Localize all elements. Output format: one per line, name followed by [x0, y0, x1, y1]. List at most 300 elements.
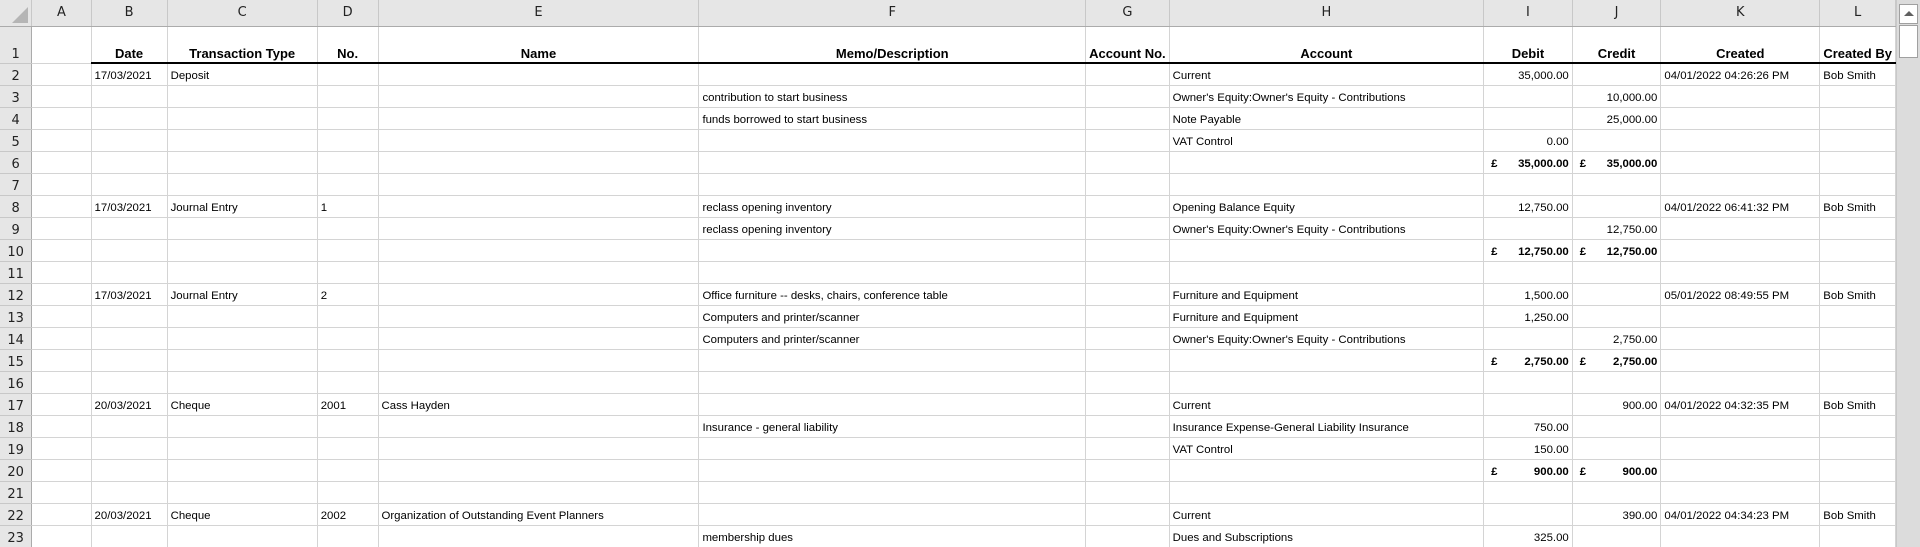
- header-credit[interactable]: Credit: [1572, 26, 1661, 63]
- account-no-cell[interactable]: [1086, 437, 1170, 459]
- memo-cell[interactable]: [699, 459, 1086, 481]
- total-credit-cell[interactable]: [1572, 151, 1661, 173]
- created-cell[interactable]: [1661, 239, 1820, 261]
- created-cell[interactable]: [1661, 129, 1820, 151]
- column-header-j[interactable]: J: [1572, 0, 1661, 26]
- memo-cell[interactable]: [699, 261, 1086, 283]
- transaction-type-cell[interactable]: Cheque: [167, 503, 317, 525]
- cell[interactable]: [32, 327, 91, 349]
- created-cell[interactable]: 05/01/2022 08:49:55 PM: [1661, 283, 1820, 305]
- account-no-cell[interactable]: [1086, 415, 1170, 437]
- row-header[interactable]: 5: [0, 129, 32, 151]
- cell[interactable]: [32, 26, 91, 63]
- cell[interactable]: [32, 393, 91, 415]
- account-cell[interactable]: [1169, 239, 1484, 261]
- account-cell[interactable]: Owner's Equity:Owner's Equity - Contributions: [1169, 217, 1484, 239]
- account-cell[interactable]: Note Payable: [1169, 107, 1484, 129]
- row-header[interactable]: 21: [0, 481, 32, 503]
- created-cell[interactable]: [1661, 85, 1820, 107]
- account-no-cell[interactable]: [1086, 217, 1170, 239]
- cell[interactable]: [32, 173, 91, 195]
- created-cell[interactable]: [1661, 525, 1820, 547]
- number-cell[interactable]: [317, 415, 378, 437]
- date-cell[interactable]: [91, 85, 167, 107]
- name-cell[interactable]: [378, 437, 699, 459]
- created-by-cell[interactable]: Bob Smith: [1820, 63, 1896, 85]
- created-by-cell[interactable]: [1820, 327, 1896, 349]
- created-by-cell[interactable]: [1820, 217, 1896, 239]
- memo-cell[interactable]: [699, 129, 1086, 151]
- transaction-type-cell[interactable]: [167, 305, 317, 327]
- transaction-type-cell[interactable]: [167, 239, 317, 261]
- date-cell[interactable]: [91, 239, 167, 261]
- created-by-cell[interactable]: Bob Smith: [1820, 503, 1896, 525]
- credit-cell[interactable]: 12,750.00: [1572, 217, 1661, 239]
- memo-cell[interactable]: membership dues: [699, 525, 1086, 547]
- row-header[interactable]: 23: [0, 525, 32, 547]
- account-no-cell[interactable]: [1086, 349, 1170, 371]
- header-account-no[interactable]: Account No.: [1086, 26, 1170, 63]
- cell[interactable]: [32, 371, 91, 393]
- number-cell[interactable]: [317, 173, 378, 195]
- number-cell[interactable]: [317, 217, 378, 239]
- cell[interactable]: [32, 503, 91, 525]
- created-by-cell[interactable]: [1820, 151, 1896, 173]
- memo-cell[interactable]: [699, 437, 1086, 459]
- row-header[interactable]: 15: [0, 349, 32, 371]
- transaction-type-cell[interactable]: [167, 327, 317, 349]
- created-cell[interactable]: [1661, 349, 1820, 371]
- account-cell[interactable]: [1169, 173, 1484, 195]
- created-by-cell[interactable]: [1820, 415, 1896, 437]
- date-cell[interactable]: [91, 261, 167, 283]
- date-cell[interactable]: [91, 129, 167, 151]
- memo-cell[interactable]: [699, 239, 1086, 261]
- total-credit-cell[interactable]: [1572, 239, 1661, 261]
- memo-cell[interactable]: [699, 151, 1086, 173]
- column-header-h[interactable]: H: [1169, 0, 1484, 26]
- date-cell[interactable]: [91, 151, 167, 173]
- transaction-type-cell[interactable]: [167, 437, 317, 459]
- debit-cell[interactable]: 750.00: [1484, 415, 1573, 437]
- row-header[interactable]: 18: [0, 415, 32, 437]
- account-no-cell[interactable]: [1086, 459, 1170, 481]
- account-no-cell[interactable]: [1086, 107, 1170, 129]
- account-cell[interactable]: Dues and Subscriptions: [1169, 525, 1484, 547]
- column-header-i[interactable]: I: [1484, 0, 1573, 26]
- memo-cell[interactable]: reclass opening inventory: [699, 195, 1086, 217]
- row-header[interactable]: 11: [0, 261, 32, 283]
- row-header[interactable]: 7: [0, 173, 32, 195]
- account-no-cell[interactable]: [1086, 63, 1170, 85]
- number-cell[interactable]: [317, 85, 378, 107]
- name-cell[interactable]: [378, 525, 699, 547]
- debit-cell[interactable]: [1484, 85, 1573, 107]
- cell[interactable]: [32, 217, 91, 239]
- date-cell[interactable]: [91, 415, 167, 437]
- account-no-cell[interactable]: [1086, 305, 1170, 327]
- column-header-l[interactable]: L: [1820, 0, 1896, 26]
- debit-cell[interactable]: 35,000.00: [1484, 63, 1573, 85]
- cell[interactable]: [32, 151, 91, 173]
- created-by-cell[interactable]: [1820, 305, 1896, 327]
- header-no[interactable]: No.: [317, 26, 378, 63]
- row-header[interactable]: 8: [0, 195, 32, 217]
- debit-cell[interactable]: [1484, 261, 1573, 283]
- transaction-type-cell[interactable]: [167, 129, 317, 151]
- credit-cell[interactable]: [1572, 437, 1661, 459]
- credit-cell[interactable]: [1572, 371, 1661, 393]
- created-cell[interactable]: [1661, 481, 1820, 503]
- total-debit-cell[interactable]: [1484, 151, 1573, 173]
- cell[interactable]: [32, 129, 91, 151]
- created-cell[interactable]: 04/01/2022 04:34:23 PM: [1661, 503, 1820, 525]
- column-header-k[interactable]: K: [1661, 0, 1820, 26]
- account-cell[interactable]: VAT Control: [1169, 437, 1484, 459]
- row-header[interactable]: 22: [0, 503, 32, 525]
- credit-cell[interactable]: [1572, 129, 1661, 151]
- account-cell[interactable]: [1169, 481, 1484, 503]
- cell[interactable]: [32, 85, 91, 107]
- name-cell[interactable]: [378, 107, 699, 129]
- column-header-a[interactable]: A: [32, 0, 91, 26]
- header-account[interactable]: Account: [1169, 26, 1484, 63]
- header-transaction-type[interactable]: Transaction Type: [167, 26, 317, 63]
- header-name[interactable]: Name: [378, 26, 699, 63]
- debit-cell[interactable]: [1484, 393, 1573, 415]
- number-cell[interactable]: 2002: [317, 503, 378, 525]
- created-by-cell[interactable]: [1820, 129, 1896, 151]
- cell[interactable]: [32, 481, 91, 503]
- column-header-c[interactable]: C: [167, 0, 317, 26]
- credit-cell[interactable]: [1572, 415, 1661, 437]
- debit-cell[interactable]: [1484, 481, 1573, 503]
- total-credit-cell[interactable]: [1572, 459, 1661, 481]
- number-cell[interactable]: [317, 151, 378, 173]
- created-by-cell[interactable]: [1820, 107, 1896, 129]
- name-cell[interactable]: [378, 85, 699, 107]
- name-cell[interactable]: [378, 481, 699, 503]
- cell[interactable]: [32, 525, 91, 547]
- account-cell[interactable]: Furniture and Equipment: [1169, 305, 1484, 327]
- memo-cell[interactable]: [699, 63, 1086, 85]
- date-cell[interactable]: 17/03/2021: [91, 63, 167, 85]
- created-cell[interactable]: [1661, 327, 1820, 349]
- cell[interactable]: [32, 459, 91, 481]
- created-by-cell[interactable]: [1820, 459, 1896, 481]
- name-cell[interactable]: [378, 305, 699, 327]
- total-debit-cell[interactable]: [1484, 349, 1573, 371]
- number-cell[interactable]: 2: [317, 283, 378, 305]
- vertical-scrollbar[interactable]: [1896, 0, 1920, 547]
- cell[interactable]: [32, 349, 91, 371]
- total-credit-cell[interactable]: [1572, 349, 1661, 371]
- debit-cell[interactable]: 12,750.00: [1484, 195, 1573, 217]
- name-cell[interactable]: [378, 261, 699, 283]
- row-header[interactable]: 3: [0, 85, 32, 107]
- created-by-cell[interactable]: [1820, 437, 1896, 459]
- memo-cell[interactable]: Insurance - general liability: [699, 415, 1086, 437]
- number-cell[interactable]: [317, 349, 378, 371]
- column-header-b[interactable]: B: [91, 0, 167, 26]
- date-cell[interactable]: [91, 525, 167, 547]
- number-cell[interactable]: [317, 261, 378, 283]
- created-by-cell[interactable]: [1820, 239, 1896, 261]
- header-debit[interactable]: Debit: [1484, 26, 1573, 63]
- transaction-type-cell[interactable]: [167, 173, 317, 195]
- scrollbar-thumb[interactable]: [1899, 25, 1918, 58]
- transaction-type-cell[interactable]: [167, 459, 317, 481]
- credit-cell[interactable]: 25,000.00: [1572, 107, 1661, 129]
- created-cell[interactable]: [1661, 437, 1820, 459]
- date-cell[interactable]: [91, 327, 167, 349]
- cell[interactable]: [32, 261, 91, 283]
- cell[interactable]: [32, 239, 91, 261]
- row-header[interactable]: 20: [0, 459, 32, 481]
- name-cell[interactable]: [378, 415, 699, 437]
- row-header[interactable]: 19: [0, 437, 32, 459]
- account-no-cell[interactable]: [1086, 371, 1170, 393]
- date-cell[interactable]: 17/03/2021: [91, 195, 167, 217]
- date-cell[interactable]: [91, 459, 167, 481]
- cell[interactable]: [32, 437, 91, 459]
- account-cell[interactable]: VAT Control: [1169, 129, 1484, 151]
- header-date[interactable]: Date: [91, 26, 167, 63]
- cell[interactable]: [32, 305, 91, 327]
- name-cell[interactable]: [378, 459, 699, 481]
- column-header-d[interactable]: D: [317, 0, 378, 26]
- header-memo[interactable]: Memo/Description: [699, 26, 1086, 63]
- created-cell[interactable]: [1661, 305, 1820, 327]
- row-header[interactable]: 1: [0, 26, 32, 63]
- name-cell[interactable]: [378, 151, 699, 173]
- row-header[interactable]: 2: [0, 63, 32, 85]
- created-cell[interactable]: 04/01/2022 06:41:32 PM: [1661, 195, 1820, 217]
- transaction-type-cell[interactable]: [167, 261, 317, 283]
- credit-cell[interactable]: [1572, 173, 1661, 195]
- memo-cell[interactable]: Computers and printer/scanner: [699, 327, 1086, 349]
- created-cell[interactable]: [1661, 173, 1820, 195]
- account-no-cell[interactable]: [1086, 173, 1170, 195]
- transaction-type-cell[interactable]: [167, 151, 317, 173]
- transaction-type-cell[interactable]: [167, 371, 317, 393]
- memo-cell[interactable]: reclass opening inventory: [699, 217, 1086, 239]
- account-cell[interactable]: [1169, 261, 1484, 283]
- account-cell[interactable]: Current: [1169, 503, 1484, 525]
- row-header[interactable]: 13: [0, 305, 32, 327]
- created-cell[interactable]: [1661, 217, 1820, 239]
- account-cell[interactable]: Opening Balance Equity: [1169, 195, 1484, 217]
- name-cell[interactable]: [378, 195, 699, 217]
- column-header-g[interactable]: G: [1086, 0, 1170, 26]
- number-cell[interactable]: [317, 107, 378, 129]
- transaction-type-cell[interactable]: Cheque: [167, 393, 317, 415]
- row-header[interactable]: 6: [0, 151, 32, 173]
- name-cell[interactable]: [378, 349, 699, 371]
- name-cell[interactable]: [378, 63, 699, 85]
- number-cell[interactable]: [317, 129, 378, 151]
- date-cell[interactable]: 20/03/2021: [91, 393, 167, 415]
- debit-cell[interactable]: 150.00: [1484, 437, 1573, 459]
- memo-cell[interactable]: Office furniture -- desks, chairs, conference table: [699, 283, 1086, 305]
- debit-cell[interactable]: 1,500.00: [1484, 283, 1573, 305]
- debit-cell[interactable]: [1484, 173, 1573, 195]
- name-cell[interactable]: [378, 327, 699, 349]
- name-cell[interactable]: [378, 371, 699, 393]
- number-cell[interactable]: [317, 305, 378, 327]
- name-cell[interactable]: [378, 129, 699, 151]
- number-cell[interactable]: [317, 63, 378, 85]
- memo-cell[interactable]: [699, 371, 1086, 393]
- created-cell[interactable]: [1661, 459, 1820, 481]
- column-header-f[interactable]: F: [699, 0, 1086, 26]
- debit-cell[interactable]: 1,250.00: [1484, 305, 1573, 327]
- credit-cell[interactable]: [1572, 283, 1661, 305]
- row-header[interactable]: 4: [0, 107, 32, 129]
- memo-cell[interactable]: [699, 393, 1086, 415]
- credit-cell[interactable]: [1572, 195, 1661, 217]
- created-by-cell[interactable]: [1820, 349, 1896, 371]
- transaction-type-cell[interactable]: [167, 525, 317, 547]
- memo-cell[interactable]: Computers and printer/scanner: [699, 305, 1086, 327]
- number-cell[interactable]: [317, 239, 378, 261]
- number-cell[interactable]: [317, 481, 378, 503]
- number-cell[interactable]: [317, 327, 378, 349]
- row-header[interactable]: 14: [0, 327, 32, 349]
- account-no-cell[interactable]: [1086, 525, 1170, 547]
- debit-cell[interactable]: [1484, 107, 1573, 129]
- header-created-by[interactable]: Created By: [1820, 26, 1896, 63]
- created-by-cell[interactable]: Bob Smith: [1820, 283, 1896, 305]
- credit-cell[interactable]: 2,750.00: [1572, 327, 1661, 349]
- cell[interactable]: [32, 63, 91, 85]
- debit-cell[interactable]: 325.00: [1484, 525, 1573, 547]
- account-no-cell[interactable]: [1086, 261, 1170, 283]
- account-cell[interactable]: [1169, 459, 1484, 481]
- account-no-cell[interactable]: [1086, 327, 1170, 349]
- debit-cell[interactable]: [1484, 503, 1573, 525]
- account-no-cell[interactable]: [1086, 503, 1170, 525]
- date-cell[interactable]: [91, 173, 167, 195]
- memo-cell[interactable]: funds borrowed to start business: [699, 107, 1086, 129]
- debit-cell[interactable]: [1484, 327, 1573, 349]
- transaction-type-cell[interactable]: [167, 481, 317, 503]
- date-cell[interactable]: [91, 437, 167, 459]
- name-cell[interactable]: [378, 239, 699, 261]
- memo-cell[interactable]: [699, 503, 1086, 525]
- cell[interactable]: [32, 107, 91, 129]
- memo-cell[interactable]: contribution to start business: [699, 85, 1086, 107]
- name-cell[interactable]: [378, 173, 699, 195]
- transaction-type-cell[interactable]: [167, 349, 317, 371]
- created-by-cell[interactable]: Bob Smith: [1820, 393, 1896, 415]
- debit-cell[interactable]: [1484, 217, 1573, 239]
- created-by-cell[interactable]: Bob Smith: [1820, 195, 1896, 217]
- created-by-cell[interactable]: [1820, 261, 1896, 283]
- date-cell[interactable]: [91, 349, 167, 371]
- transaction-type-cell[interactable]: Deposit: [167, 63, 317, 85]
- account-cell[interactable]: [1169, 151, 1484, 173]
- scroll-up-arrow-icon[interactable]: [1899, 4, 1918, 24]
- transaction-type-cell[interactable]: Journal Entry: [167, 283, 317, 305]
- credit-cell[interactable]: [1572, 525, 1661, 547]
- select-all-corner[interactable]: [0, 0, 32, 26]
- memo-cell[interactable]: [699, 481, 1086, 503]
- transaction-type-cell[interactable]: Journal Entry: [167, 195, 317, 217]
- created-cell[interactable]: 04/01/2022 04:26:26 PM: [1661, 63, 1820, 85]
- row-header[interactable]: 16: [0, 371, 32, 393]
- number-cell[interactable]: [317, 525, 378, 547]
- total-debit-cell[interactable]: [1484, 239, 1573, 261]
- credit-cell[interactable]: [1572, 63, 1661, 85]
- name-cell[interactable]: Cass Hayden: [378, 393, 699, 415]
- account-cell[interactable]: Owner's Equity:Owner's Equity - Contributions: [1169, 85, 1484, 107]
- name-cell[interactable]: Organization of Outstanding Event Planners: [378, 503, 699, 525]
- number-cell[interactable]: [317, 459, 378, 481]
- number-cell[interactable]: [317, 437, 378, 459]
- account-no-cell[interactable]: [1086, 239, 1170, 261]
- date-cell[interactable]: 17/03/2021: [91, 283, 167, 305]
- account-cell[interactable]: [1169, 349, 1484, 371]
- row-header[interactable]: 12: [0, 283, 32, 305]
- credit-cell[interactable]: [1572, 261, 1661, 283]
- created-by-cell[interactable]: [1820, 173, 1896, 195]
- account-no-cell[interactable]: [1086, 195, 1170, 217]
- number-cell[interactable]: [317, 371, 378, 393]
- row-header[interactable]: 9: [0, 217, 32, 239]
- account-cell[interactable]: Owner's Equity:Owner's Equity - Contributions: [1169, 327, 1484, 349]
- credit-cell[interactable]: 10,000.00: [1572, 85, 1661, 107]
- debit-cell[interactable]: [1484, 371, 1573, 393]
- created-by-cell[interactable]: [1820, 481, 1896, 503]
- created-cell[interactable]: [1661, 371, 1820, 393]
- debit-cell[interactable]: 0.00: [1484, 129, 1573, 151]
- cell[interactable]: [32, 415, 91, 437]
- created-by-cell[interactable]: [1820, 85, 1896, 107]
- column-header-e[interactable]: E: [378, 0, 699, 26]
- date-cell[interactable]: [91, 107, 167, 129]
- name-cell[interactable]: [378, 217, 699, 239]
- date-cell[interactable]: [91, 481, 167, 503]
- credit-cell[interactable]: 900.00: [1572, 393, 1661, 415]
- row-header[interactable]: 10: [0, 239, 32, 261]
- account-no-cell[interactable]: [1086, 283, 1170, 305]
- transaction-type-cell[interactable]: [167, 415, 317, 437]
- date-cell[interactable]: 20/03/2021: [91, 503, 167, 525]
- account-cell[interactable]: [1169, 371, 1484, 393]
- number-cell[interactable]: 1: [317, 195, 378, 217]
- transaction-type-cell[interactable]: [167, 85, 317, 107]
- account-no-cell[interactable]: [1086, 393, 1170, 415]
- memo-cell[interactable]: [699, 173, 1086, 195]
- created-by-cell[interactable]: [1820, 371, 1896, 393]
- cell[interactable]: [32, 195, 91, 217]
- credit-cell[interactable]: [1572, 305, 1661, 327]
- account-cell[interactable]: Current: [1169, 393, 1484, 415]
- created-cell[interactable]: 04/01/2022 04:32:35 PM: [1661, 393, 1820, 415]
- date-cell[interactable]: [91, 217, 167, 239]
- number-cell[interactable]: 2001: [317, 393, 378, 415]
- created-cell[interactable]: [1661, 151, 1820, 173]
- row-header[interactable]: 17: [0, 393, 32, 415]
- account-cell[interactable]: Insurance Expense-General Liability Insurance: [1169, 415, 1484, 437]
- created-cell[interactable]: [1661, 107, 1820, 129]
- date-cell[interactable]: [91, 371, 167, 393]
- account-no-cell[interactable]: [1086, 151, 1170, 173]
- created-by-cell[interactable]: [1820, 525, 1896, 547]
- total-debit-cell[interactable]: [1484, 459, 1573, 481]
- account-cell[interactable]: Furniture and Equipment: [1169, 283, 1484, 305]
